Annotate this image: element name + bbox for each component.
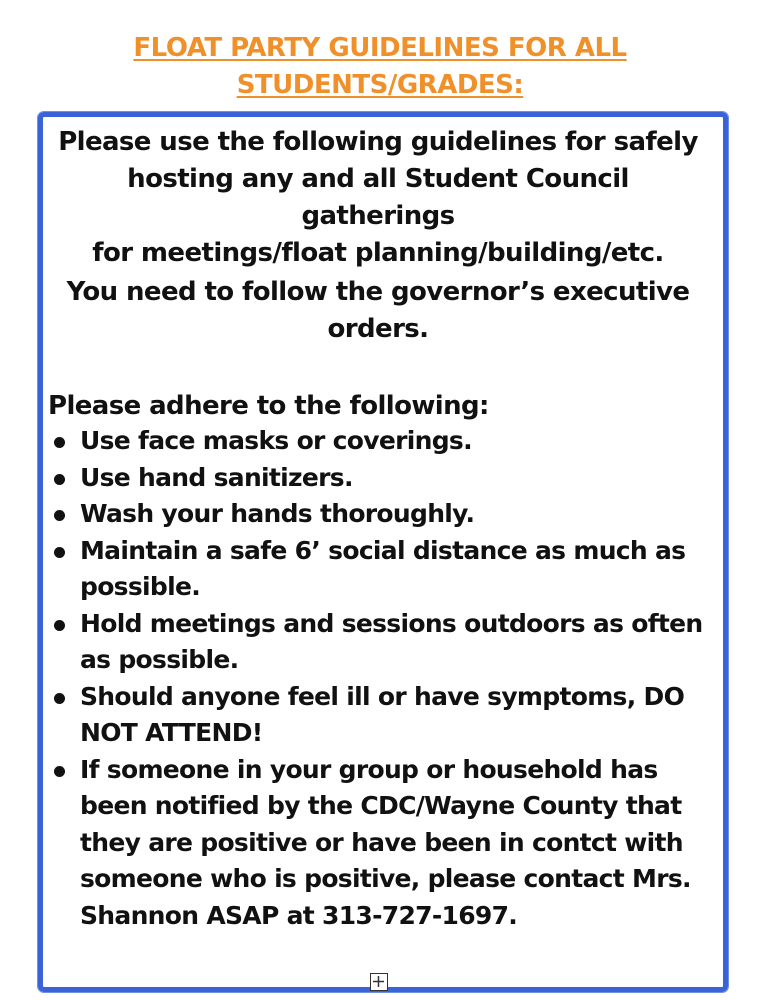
list-item-text: Wash your hands thoroughly. [80,499,475,528]
list-item [48,752,708,935]
intro-paragraph [48,124,708,272]
executive-orders-paragraph [48,274,708,348]
list-item [48,679,708,752]
list-item [48,496,708,533]
list-item [48,460,708,497]
title-line-2: STUDENTS/GRADES: [236,70,524,100]
bullet-icon [54,547,65,558]
page-title [0,30,760,104]
plus-square-icon[interactable] [370,973,388,991]
bullet-icon [54,620,65,631]
list-item [48,423,708,460]
bullet-icon [54,766,65,777]
bullet-icon [54,693,65,704]
list-item [48,606,708,679]
list-item-text: If someone in your group or household has been notified by the CDC/Wayne County that they are positive or have been in contct with someone who is positive, please contact Mrs. Shannon ASAP at 313-727-1697. [80,754,691,930]
list-item-text: Hold meetings and sessions outdoors as often as possible. [80,608,703,674]
list-item-text: Use hand sanitizers. [80,462,353,492]
list-item-text: Maintain a safe 6’ social distance as much as possible. [80,535,686,601]
orders-line-2: orders. [327,314,429,344]
orders-line-1: You need to follow the governor’s executive [66,277,690,307]
adhere-heading: Please adhere to the following: [48,391,489,421]
title-line-1: FLOAT PARTY GUIDELINES FOR ALL [133,33,627,63]
bullet-icon [54,510,65,521]
list-item-text: Use face masks or coverings. [80,426,472,455]
bullet-icon [54,474,65,485]
bullet-icon [54,437,65,448]
intro-line-1: Please use the following guidelines for safely [58,127,698,157]
intro-line-2: hosting any and all Student Council gatherings [127,164,629,231]
intro-line-3: for meetings/float planning/building/etc. [92,238,664,268]
list-item [48,533,708,606]
plus-glyph-icon [371,974,386,989]
list-item-text: Should anyone feel ill or have symptoms, DO NOT ATTEND! [80,681,685,747]
guidelines-list [48,423,708,934]
